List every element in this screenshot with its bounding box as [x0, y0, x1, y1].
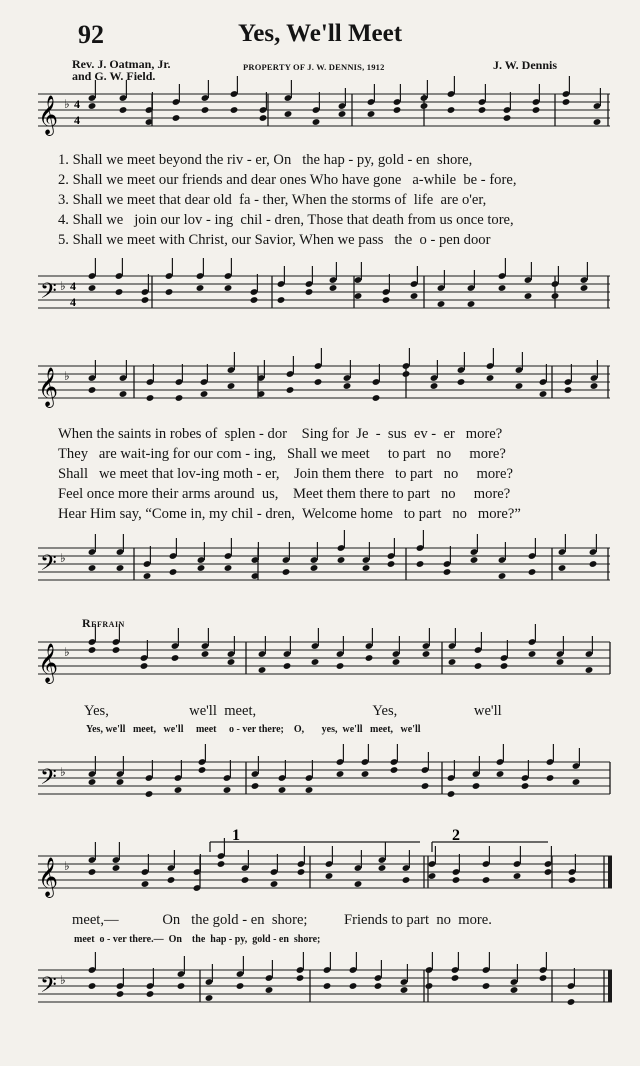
note-head: [251, 782, 260, 790]
note-head: [310, 564, 319, 572]
note-head: [430, 382, 439, 390]
second-ending-mark: 2: [452, 827, 460, 844]
note-head: [217, 860, 226, 868]
note-head: [521, 782, 530, 790]
note-head: [447, 106, 456, 114]
note-head: [382, 296, 391, 304]
note-head: [223, 786, 232, 794]
verse-line: 5. Shall we meet with Christ, our Savior, When we pass the o - pen door: [58, 232, 491, 248]
note-head: [343, 382, 352, 390]
note-head: [544, 868, 553, 876]
hymn-title: Yes, We'll Meet: [238, 20, 403, 47]
note-head: [367, 110, 376, 118]
note-head: [323, 982, 332, 990]
svg-text:𝄢: 𝄢: [40, 765, 57, 795]
note-head: [524, 292, 533, 300]
note-head: [498, 284, 507, 292]
note-head: [311, 658, 320, 666]
note-head: [451, 974, 460, 982]
svg-text:𝄢: 𝄢: [40, 551, 57, 581]
note-head: [284, 110, 293, 118]
note-head: [546, 774, 555, 782]
note-head: [572, 778, 581, 786]
note-head: [470, 556, 479, 564]
verse-line: 1. Shall we meet beyond the riv - er, On the hap - py, gold - en shore,: [58, 152, 473, 168]
note-head: [230, 106, 239, 114]
note-head: [585, 666, 594, 674]
note-head: [528, 650, 537, 658]
note-head: [286, 386, 295, 394]
note-head: [564, 386, 573, 394]
note-head: [390, 766, 399, 774]
note-head: [224, 564, 233, 572]
refrain-bass-lyric-2: meet o - ver there.— On the hap - py, gold - en shore;: [74, 934, 321, 945]
note-head: [119, 390, 128, 398]
note-head: [305, 786, 314, 794]
note-head: [374, 982, 383, 990]
note-head: [513, 872, 522, 880]
note-head: [482, 982, 491, 990]
svg-text:♭: ♭: [64, 97, 70, 111]
note-head: [448, 658, 457, 666]
note-head: [200, 390, 209, 398]
note-head: [393, 106, 402, 114]
verse-line: 3. Shall we meet that dear old fa - ther, When the storms of life are o'er,: [58, 192, 487, 208]
note-head: [567, 998, 576, 1006]
note-head: [282, 568, 291, 576]
note-head: [425, 982, 434, 990]
first-ending-mark: 1: [232, 827, 240, 844]
copyright-notice: PROPERTY OF J. W. DENNIS, 1912: [243, 62, 385, 72]
note-head: [361, 770, 370, 778]
note-head: [145, 790, 154, 798]
note-head: [265, 986, 274, 994]
hymn-number: 92: [78, 20, 104, 49]
note-head: [336, 770, 345, 778]
note-head: [392, 658, 401, 666]
note-head: [562, 98, 571, 106]
note-head: [116, 778, 125, 786]
note-head: [196, 284, 205, 292]
note-head: [224, 284, 233, 292]
author-line-2: and G. W. Field.: [72, 69, 156, 83]
note-head: [515, 382, 524, 390]
note-head: [312, 118, 321, 126]
note-head: [296, 974, 305, 982]
note-head: [568, 876, 577, 884]
note-head: [227, 658, 236, 666]
refrain-soprano-lyric: Yes, we'll meet, Yes, we'll: [84, 703, 502, 719]
note-head: [88, 564, 97, 572]
svg-text:𝄞: 𝄞: [38, 857, 59, 897]
note-head: [175, 394, 184, 402]
note-head: [496, 770, 505, 778]
note-head: [241, 876, 250, 884]
svg-text:𝄞: 𝄞: [38, 95, 59, 135]
note-head: [467, 300, 476, 308]
refrain-label: Refrain: [82, 616, 125, 630]
note-head: [325, 872, 334, 880]
staff-system-2-bass: [0, 538, 640, 598]
note-head: [112, 646, 121, 654]
note-head: [593, 118, 602, 126]
svg-text:♭: ♭: [60, 279, 66, 293]
composer-credit: J. W. Dennis: [493, 58, 558, 72]
note-head: [141, 296, 150, 304]
verses-part-a: [58, 150, 516, 250]
note-head: [88, 102, 97, 110]
note-head: [532, 106, 541, 114]
note-head: [443, 568, 452, 576]
refrain-soprano-lyric-2: meet,— On the gold - en shore; Friends to part no more.: [72, 912, 492, 928]
note-head: [437, 300, 446, 308]
svg-text:4: 4: [74, 97, 80, 111]
svg-text:𝄞: 𝄞: [38, 367, 59, 407]
verse-line: They are wait-ing for our com - ing, Shall we meet to part no more?: [58, 446, 506, 462]
note-head: [428, 872, 437, 880]
note-head: [201, 106, 210, 114]
note-head: [500, 662, 509, 670]
note-head: [422, 650, 431, 658]
note-head: [410, 292, 419, 300]
note-head: [88, 646, 97, 654]
note-head: [387, 560, 396, 568]
note-head: [88, 868, 97, 876]
note-head: [478, 106, 487, 114]
note-head: [116, 564, 125, 572]
note-head: [362, 564, 371, 572]
note-head: [457, 378, 466, 386]
note-head: [447, 790, 456, 798]
svg-text:♭: ♭: [64, 859, 70, 873]
note-head: [259, 114, 268, 122]
note-head: [365, 654, 374, 662]
note-head: [452, 876, 461, 884]
note-head: [400, 986, 409, 994]
note-head: [589, 560, 598, 568]
note-head: [140, 662, 149, 670]
note-head: [558, 564, 567, 572]
verse-line: 2. Shall we meet our friends and dear ones Who have gone a-while be - fore,: [58, 172, 517, 188]
note-head: [143, 572, 152, 580]
note-head: [590, 382, 599, 390]
note-head: [236, 982, 245, 990]
svg-text:4: 4: [70, 295, 76, 309]
note-head: [354, 292, 363, 300]
note-head: [556, 658, 565, 666]
note-head: [88, 982, 97, 990]
verses-part-b: [58, 424, 521, 524]
note-head: [171, 654, 180, 662]
note-head: [305, 288, 314, 296]
note-head: [580, 284, 589, 292]
verse-line: When the saints in robes of splen - dor Sing for Je - sus ev - er more?: [58, 426, 503, 442]
note-head: [510, 986, 519, 994]
staff-system-1-bass: [0, 266, 640, 326]
note-head: [88, 778, 97, 786]
note-head: [167, 876, 176, 884]
note-head: [354, 880, 363, 888]
staff-system-4-treble: [0, 827, 640, 900]
note-head: [338, 110, 347, 118]
note-head: [141, 880, 150, 888]
note-head: [198, 766, 207, 774]
note-head: [486, 374, 495, 382]
note-head: [227, 382, 236, 390]
note-head: [378, 864, 387, 872]
note-head: [201, 650, 210, 658]
note-head: [277, 296, 286, 304]
note-head: [498, 572, 507, 580]
staff-system-3-bass: [0, 752, 640, 812]
note-head: [115, 288, 124, 296]
svg-text:𝄢: 𝄢: [40, 973, 57, 1003]
svg-text:♭: ♭: [64, 645, 70, 659]
note-head: [329, 284, 338, 292]
verse-line: 4. Shall we join our lov - ing chil - dren, Those that death from us once tore,: [58, 212, 514, 228]
note-head: [283, 662, 292, 670]
verse-line: Shall we meet that lov-ing moth - er, Join them there to part no more?: [58, 466, 513, 482]
note-head: [349, 982, 358, 990]
note-head: [146, 394, 155, 402]
note-head: [314, 378, 323, 386]
note-head: [402, 876, 411, 884]
note-head: [119, 106, 128, 114]
note-head: [336, 662, 345, 670]
staff-system-2-treble: [0, 360, 640, 410]
note-head: [539, 390, 548, 398]
author-credit: [72, 58, 171, 82]
verse-line: Hear Him say, “Come in, my chil - dren, Welcome home to part no more?”: [58, 506, 521, 522]
note-head: [116, 990, 125, 998]
note-head: [177, 982, 186, 990]
svg-text:𝄢: 𝄢: [40, 279, 57, 309]
note-head: [172, 114, 181, 122]
note-head: [539, 974, 548, 982]
author-line-1: Rev. J. Oatman, Jr.: [72, 57, 171, 71]
note-head: [372, 394, 381, 402]
note-head: [297, 868, 306, 876]
refrain-bass-lyric: Yes, we'll meet, we'll meet o - ver there; O, yes, we'll meet, we'll: [86, 724, 421, 735]
note-head: [421, 782, 430, 790]
staff-system-1-treble: [0, 88, 640, 138]
note-head: [112, 864, 121, 872]
svg-text:4: 4: [74, 113, 80, 127]
note-head: [503, 114, 512, 122]
svg-text:♭: ♭: [60, 973, 66, 987]
note-head: [146, 990, 155, 998]
note-head: [258, 666, 267, 674]
note-head: [528, 568, 537, 576]
staff-system-4-bass: [0, 960, 640, 1020]
svg-text:4: 4: [70, 279, 76, 293]
note-head: [205, 994, 214, 1002]
note-head: [474, 662, 483, 670]
note-head: [197, 564, 206, 572]
staff-system-3-treble: [0, 636, 640, 690]
svg-text:𝄞: 𝄞: [38, 643, 59, 683]
svg-text:♭: ♭: [60, 551, 66, 565]
note-head: [416, 560, 425, 568]
note-head: [472, 782, 481, 790]
note-head: [250, 296, 259, 304]
note-head: [169, 568, 178, 576]
note-head: [88, 284, 97, 292]
svg-text:♭: ♭: [60, 765, 66, 779]
verse-line: Feel once more their arms around us, Meet them there to part no more?: [58, 486, 511, 502]
note-head: [174, 786, 183, 794]
note-head: [88, 386, 97, 394]
note-head: [482, 876, 491, 884]
svg-text:♭: ♭: [64, 369, 70, 383]
note-head: [270, 880, 279, 888]
note-head: [278, 786, 287, 794]
note-head: [337, 556, 346, 564]
note-head: [165, 288, 174, 296]
